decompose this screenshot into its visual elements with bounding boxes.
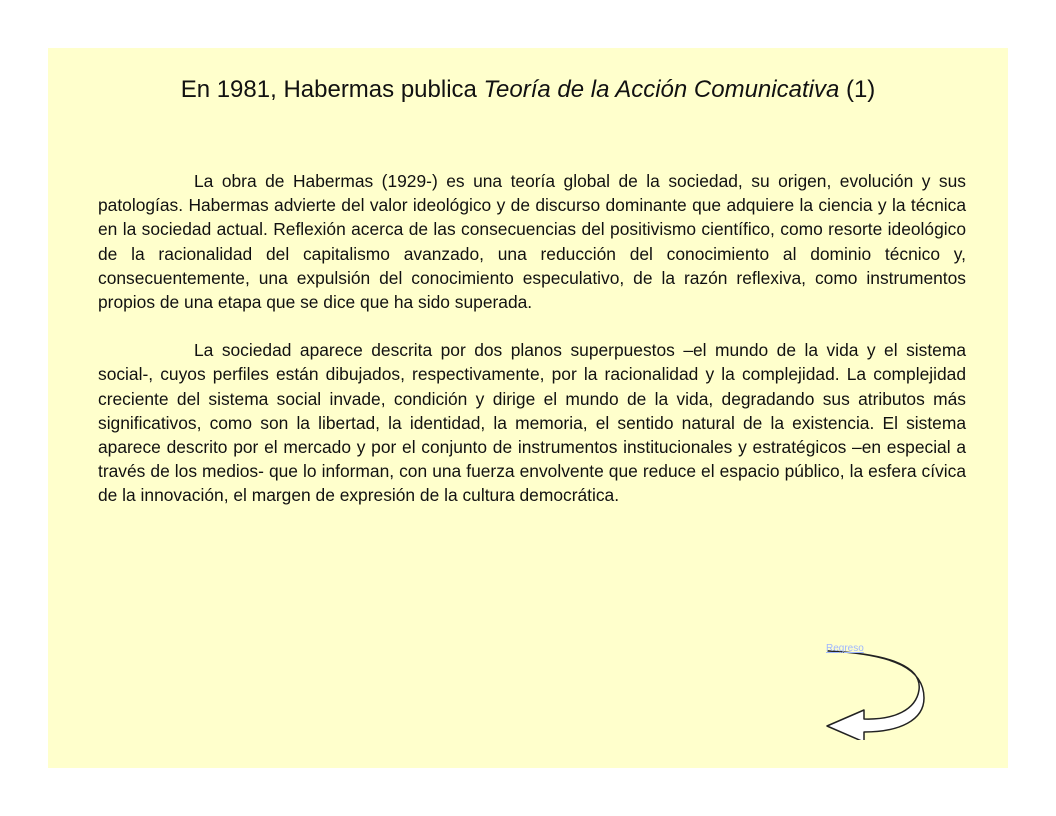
paragraph-1: La obra de Habermas (1929-) es una teoría global de la sociedad, su origen, evolución y sus patologías. Habermas advierte del valor ideológico y de discurso dominante que adquiere la ciencia y la técnica en la sociedad actual. Reflexión acerca de las consecuencias del positivismo científico, como resorte ideológico de la racionalidad del capitalismo avanzado, una reducción del conocimiento al dominio técnico y, consecuentemente, una expulsión del conocimiento especulativo, de la razón reflexiva, como instrumentos propios de una etapa que se dice que ha sido superada. — [98, 171, 966, 313]
book-title: Teoría de la Acción Comunicativa — [483, 76, 840, 103]
slide-body — [98, 169, 966, 532]
return-button[interactable] — [824, 640, 926, 740]
curved-return-arrow-icon — [824, 640, 926, 740]
title-suffix: (1) — [839, 76, 876, 103]
return-link-label[interactable]: Regreso — [826, 643, 864, 654]
title-prefix: En 1981, Habermas publica — [180, 76, 484, 103]
slide-title — [48, 76, 1008, 104]
paragraph-2: La sociedad aparece descrita por dos planos superpuestos –el mundo de la vida y el sistema social-, cuyos perfiles están dibujados, respectivamente, por la racionalidad y la complejidad. La complejidad creciente del sistema social invade, condición y dirige el mundo de la vida, degradando sus atributos más significativos, como son la libertad, la identidad, la memoria, el sentido natural de la existencia. El sistema aparece descrito por el mercado y por el conjunto de instrumentos institucionales y estratégicos –en especial a través de los medios- que lo informan, con una fuerza envolvente que reduce el espacio público, la esfera cívica de la innovación, el margen de expresión de la cultura democrática. — [98, 340, 966, 506]
slide — [48, 48, 1008, 768]
